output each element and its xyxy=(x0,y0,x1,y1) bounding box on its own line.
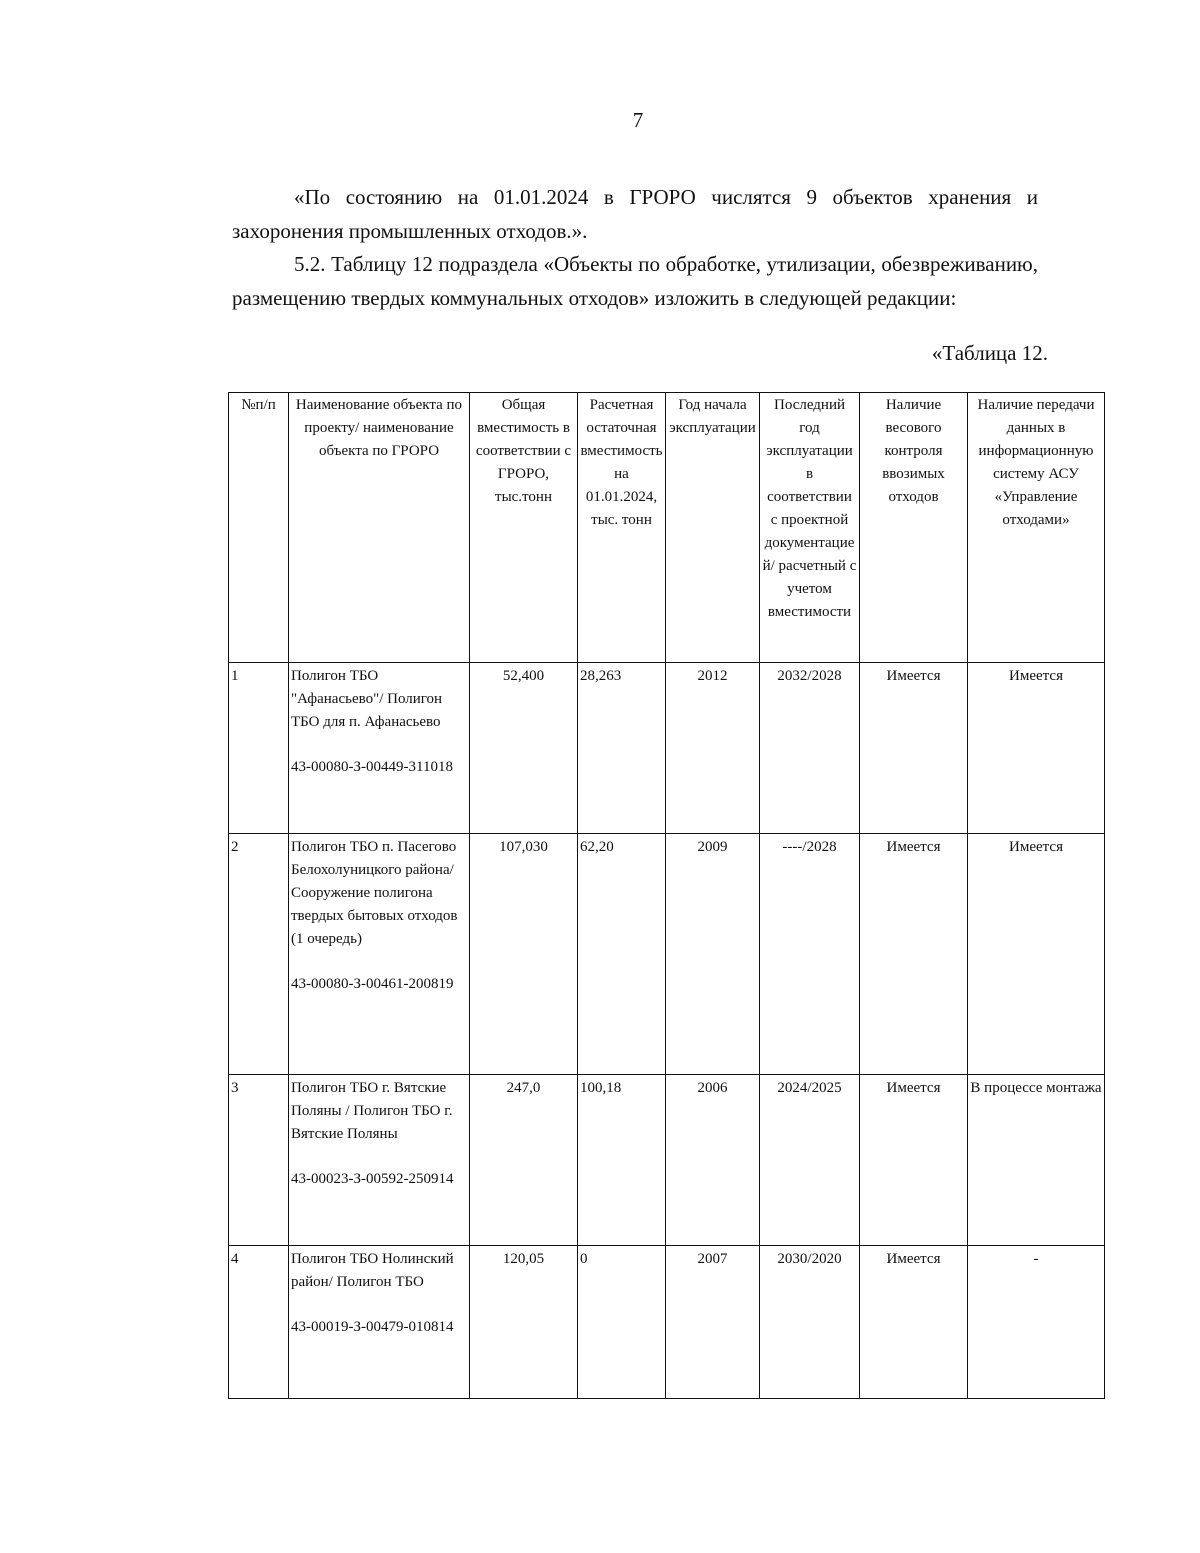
remaining-capacity: 0 xyxy=(578,1246,666,1399)
object-name: Полигон ТБО "Афанасьево"/ Полигон ТБО для п. Афанасьево xyxy=(291,668,443,730)
remaining-capacity: 100,18 xyxy=(578,1075,666,1246)
table-row xyxy=(229,663,1105,834)
total-capacity: 52,400 xyxy=(470,663,578,834)
data-transfer: Имеется xyxy=(968,663,1105,834)
last-year: 2024/2025 xyxy=(760,1075,860,1246)
object-name-cell xyxy=(289,663,470,834)
weight-control: Имеется xyxy=(860,1075,968,1246)
total-capacity: 120,05 xyxy=(470,1246,578,1399)
header-number: №п/п xyxy=(229,393,289,663)
object-name-cell xyxy=(289,834,470,1075)
start-year: 2007 xyxy=(666,1246,760,1399)
remaining-capacity: 28,263 xyxy=(578,663,666,834)
weight-control: Имеется xyxy=(860,663,968,834)
object-name-cell xyxy=(289,1246,470,1399)
object-registry-code: 43-00019-З-00479-010814 xyxy=(291,1319,454,1335)
header-start-year: Год начала эксплуатации xyxy=(666,393,760,663)
header-last-year: Последний год эксплуатации в соответствии с проектной документацией/ расчетный с учетом вместимости xyxy=(760,393,860,663)
weight-control: Имеется xyxy=(860,834,968,1075)
paragraph-industrial-waste-count: «По состоянию на 01.01.2024 в ГРОРО числятся 9 объектов хранения и захоронения промышленных отходов.». xyxy=(232,185,1038,243)
last-year: ----/2028 xyxy=(760,834,860,1075)
table-caption: «Таблица 12. xyxy=(931,341,1048,365)
row-number: 3 xyxy=(229,1075,289,1246)
object-name-cell xyxy=(289,1075,470,1246)
row-number: 4 xyxy=(229,1246,289,1399)
object-name: Полигон ТБО Нолинский район/ Полигон ТБО xyxy=(291,1251,454,1290)
header-data-transfer: Наличие передачи данных в информационную систему АСУ «Управление отходами» xyxy=(968,393,1105,663)
weight-control: Имеется xyxy=(860,1246,968,1399)
table-header-row xyxy=(229,393,1105,663)
row-number: 1 xyxy=(229,663,289,834)
start-year: 2009 xyxy=(666,834,760,1075)
table-row xyxy=(229,1246,1105,1399)
data-transfer: В процессе монтажа xyxy=(968,1075,1105,1246)
remaining-capacity: 62,20 xyxy=(578,834,666,1075)
total-capacity: 107,030 xyxy=(470,834,578,1075)
object-registry-code: 43-00023-З-00592-250914 xyxy=(291,1171,454,1187)
header-object-name: Наименование объекта по проекту/ наименование объекта по ГРОРО xyxy=(289,393,470,663)
data-transfer: Имеется xyxy=(968,834,1105,1075)
last-year: 2032/2028 xyxy=(760,663,860,834)
page-number: 7 xyxy=(632,108,644,132)
object-registry-code: 43-00080-З-00449-311018 xyxy=(291,759,453,775)
data-transfer: - xyxy=(968,1246,1105,1399)
header-remaining-capacity: Расчетная остаточная вместимость на 01.01.2024, тыс. тонн xyxy=(578,393,666,663)
header-total-capacity: Общая вместимость в соответствии с ГРОРО, тыс.тонн xyxy=(470,393,578,663)
object-name: Полигон ТБО г. Вятские Поляны / Полигон ТБО г. Вятские Поляны xyxy=(291,1080,453,1142)
table-row xyxy=(229,834,1105,1075)
start-year: 2012 xyxy=(666,663,760,834)
paragraph-table-12-amendment: 5.2. Таблицу 12 подраздела «Объекты по обработке, утилизации, обезвреживанию, размещению твердых коммунальных отходов» изложить в следующей редакции: xyxy=(232,252,1038,310)
last-year: 2030/2020 xyxy=(760,1246,860,1399)
waste-facilities-table xyxy=(228,392,1105,1399)
row-number: 2 xyxy=(229,834,289,1075)
header-weight-control: Наличие весового контроля ввозимых отходов xyxy=(860,393,968,663)
object-registry-code: 43-00080-З-00461-200819 xyxy=(291,976,454,992)
start-year: 2006 xyxy=(666,1075,760,1246)
object-name: Полигон ТБО п. Пасегово Белохолуницкого района/ Сооружение полигона твердых бытовых отходов (1 очередь) xyxy=(291,839,458,947)
table-row xyxy=(229,1075,1105,1246)
total-capacity: 247,0 xyxy=(470,1075,578,1246)
